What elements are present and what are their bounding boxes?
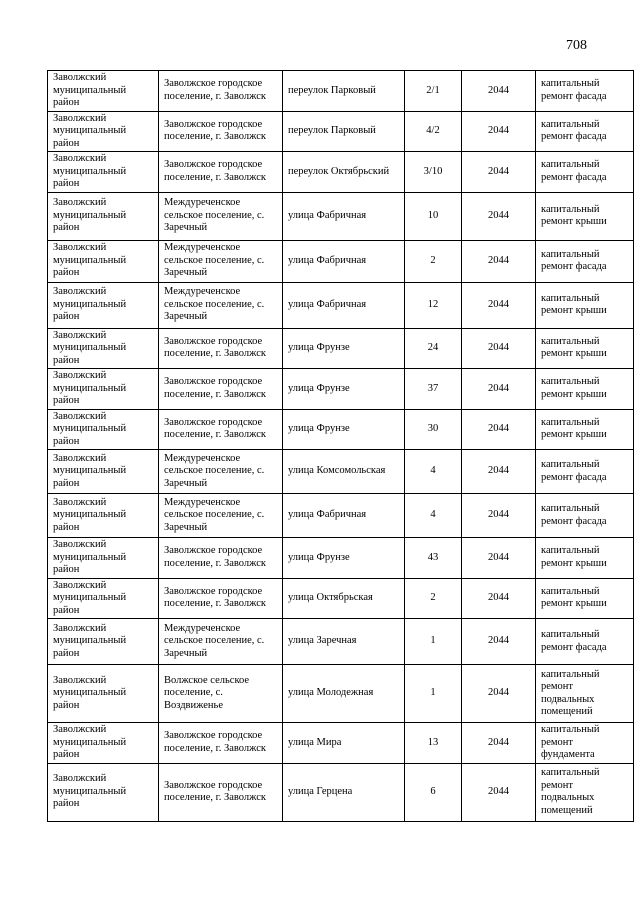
table-row xyxy=(48,240,634,282)
table-row xyxy=(48,450,634,494)
district-cell: Заволжский муниципальный район xyxy=(48,723,159,764)
work-type-cell: капитальный ремонт крыши xyxy=(536,578,634,619)
work-type-cell: капитальный ремонт крыши xyxy=(536,538,634,579)
work-type-cell: капитальный ремонт фасада xyxy=(536,71,634,112)
table-row xyxy=(48,282,634,328)
table-row xyxy=(48,665,634,723)
street-cell: улица Заречная xyxy=(283,619,405,665)
house-number-cell: 37 xyxy=(405,369,462,410)
district-cell: Заволжский муниципальный район xyxy=(48,240,159,282)
settlement-cell: Заволжское городское поселение, г. Заволжск xyxy=(159,111,283,152)
table-row xyxy=(48,409,634,450)
table-row xyxy=(48,494,634,538)
house-number-cell: 2/1 xyxy=(405,71,462,112)
work-type-cell: капитальный ремонт фасада xyxy=(536,152,634,193)
table-row xyxy=(48,619,634,665)
table-row xyxy=(48,763,634,821)
house-number-cell: 10 xyxy=(405,192,462,240)
work-type-cell: капитальный ремонт крыши xyxy=(536,328,634,369)
table-row xyxy=(48,723,634,764)
table-row xyxy=(48,369,634,410)
work-type-cell: капитальный ремонт крыши xyxy=(536,192,634,240)
settlement-cell: Заволжское городское поселение, г. Заволжск xyxy=(159,71,283,112)
street-cell: улица Фабричная xyxy=(283,192,405,240)
table-row xyxy=(48,71,634,112)
settlement-cell: Заволжское городское поселение, г. Заволжск xyxy=(159,409,283,450)
street-cell: улица Фрунзе xyxy=(283,409,405,450)
district-cell: Заволжский муниципальный район xyxy=(48,409,159,450)
street-cell: улица Молодежная xyxy=(283,665,405,723)
house-number-cell: 4 xyxy=(405,450,462,494)
street-cell: улица Фрунзе xyxy=(283,369,405,410)
page-number: 708 xyxy=(566,38,587,53)
work-type-cell: капитальный ремонт крыши xyxy=(536,409,634,450)
table-row xyxy=(48,328,634,369)
table-row xyxy=(48,538,634,579)
district-cell: Заволжский муниципальный район xyxy=(48,578,159,619)
street-cell: улица Фабричная xyxy=(283,240,405,282)
year-cell: 2044 xyxy=(462,328,536,369)
street-cell: улица Октябрьская xyxy=(283,578,405,619)
district-cell: Заволжский муниципальный район xyxy=(48,152,159,193)
settlement-cell: Междуреченское сельское поселение, с. Заречный xyxy=(159,282,283,328)
settlement-cell: Междуреченское сельское поселение, с. Заречный xyxy=(159,494,283,538)
street-cell: улица Фабричная xyxy=(283,494,405,538)
district-cell: Заволжский муниципальный район xyxy=(48,619,159,665)
table-row xyxy=(48,152,634,193)
house-number-cell: 2 xyxy=(405,578,462,619)
year-cell: 2044 xyxy=(462,152,536,193)
street-cell: улица Комсомольская xyxy=(283,450,405,494)
year-cell: 2044 xyxy=(462,409,536,450)
settlement-cell: Междуреченское сельское поселение, с. Заречный xyxy=(159,192,283,240)
year-cell: 2044 xyxy=(462,192,536,240)
work-type-cell: капитальный ремонт фасада xyxy=(536,450,634,494)
year-cell: 2044 xyxy=(462,450,536,494)
street-cell: переулок Парковый xyxy=(283,111,405,152)
work-type-cell: капитальный ремонт крыши xyxy=(536,282,634,328)
year-cell: 2044 xyxy=(462,723,536,764)
year-cell: 2044 xyxy=(462,619,536,665)
work-type-cell: капитальный ремонт фундамента xyxy=(536,723,634,764)
settlement-cell: Междуреченское сельское поселение, с. Заречный xyxy=(159,240,283,282)
settlement-cell: Заволжское городское поселение, г. Заволжск xyxy=(159,723,283,764)
house-number-cell: 24 xyxy=(405,328,462,369)
house-number-cell: 12 xyxy=(405,282,462,328)
district-cell: Заволжский муниципальный район xyxy=(48,282,159,328)
street-cell: улица Фрунзе xyxy=(283,538,405,579)
year-cell: 2044 xyxy=(462,578,536,619)
street-cell: улица Герцена xyxy=(283,763,405,821)
settlement-cell: Заволжское городское поселение, г. Заволжск xyxy=(159,152,283,193)
year-cell: 2044 xyxy=(462,111,536,152)
table-row xyxy=(48,578,634,619)
year-cell: 2044 xyxy=(462,494,536,538)
work-type-cell: капитальный ремонт крыши xyxy=(536,369,634,410)
settlement-cell: Междуреченское сельское поселение, с. Заречный xyxy=(159,450,283,494)
street-cell: переулок Парковый xyxy=(283,71,405,112)
settlement-cell: Заволжское городское поселение, г. Заволжск xyxy=(159,369,283,410)
work-type-cell: капитальный ремонт фасада xyxy=(536,619,634,665)
street-cell: улица Фрунзе xyxy=(283,328,405,369)
settlement-cell: Заволжское городское поселение, г. Заволжск xyxy=(159,328,283,369)
district-cell: Заволжский муниципальный район xyxy=(48,763,159,821)
year-cell: 2044 xyxy=(462,240,536,282)
district-cell: Заволжский муниципальный район xyxy=(48,538,159,579)
year-cell: 2044 xyxy=(462,538,536,579)
district-cell: Заволжский муниципальный район xyxy=(48,111,159,152)
district-cell: Заволжский муниципальный район xyxy=(48,71,159,112)
house-number-cell: 4/2 xyxy=(405,111,462,152)
repair-schedule-table xyxy=(47,70,634,822)
table-row xyxy=(48,111,634,152)
district-cell: Заволжский муниципальный район xyxy=(48,328,159,369)
year-cell: 2044 xyxy=(462,369,536,410)
work-type-cell: капитальный ремонт фасада xyxy=(536,240,634,282)
settlement-cell: Междуреченское сельское поселение, с. Заречный xyxy=(159,619,283,665)
house-number-cell: 30 xyxy=(405,409,462,450)
district-cell: Заволжский муниципальный район xyxy=(48,494,159,538)
house-number-cell: 4 xyxy=(405,494,462,538)
house-number-cell: 1 xyxy=(405,619,462,665)
work-type-cell: капитальный ремонт фасада xyxy=(536,111,634,152)
work-type-cell: капитальный ремонт подвальных помещений xyxy=(536,665,634,723)
year-cell: 2044 xyxy=(462,71,536,112)
house-number-cell: 13 xyxy=(405,723,462,764)
settlement-cell: Заволжское городское поселение, г. Заволжск xyxy=(159,763,283,821)
house-number-cell: 43 xyxy=(405,538,462,579)
settlement-cell: Волжское сельское поселение, с. Воздвиженье xyxy=(159,665,283,723)
work-type-cell: капитальный ремонт подвальных помещений xyxy=(536,763,634,821)
street-cell: переулок Октябрьский xyxy=(283,152,405,193)
house-number-cell: 6 xyxy=(405,763,462,821)
street-cell: улица Фабричная xyxy=(283,282,405,328)
year-cell: 2044 xyxy=(462,665,536,723)
district-cell: Заволжский муниципальный район xyxy=(48,450,159,494)
house-number-cell: 1 xyxy=(405,665,462,723)
district-cell: Заволжский муниципальный район xyxy=(48,369,159,410)
year-cell: 2044 xyxy=(462,282,536,328)
settlement-cell: Заволжское городское поселение, г. Заволжск xyxy=(159,578,283,619)
street-cell: улица Мира xyxy=(283,723,405,764)
table-row xyxy=(48,192,634,240)
settlement-cell: Заволжское городское поселение, г. Заволжск xyxy=(159,538,283,579)
district-cell: Заволжский муниципальный район xyxy=(48,665,159,723)
district-cell: Заволжский муниципальный район xyxy=(48,192,159,240)
house-number-cell: 3/10 xyxy=(405,152,462,193)
year-cell: 2044 xyxy=(462,763,536,821)
house-number-cell: 2 xyxy=(405,240,462,282)
work-type-cell: капитальный ремонт фасада xyxy=(536,494,634,538)
